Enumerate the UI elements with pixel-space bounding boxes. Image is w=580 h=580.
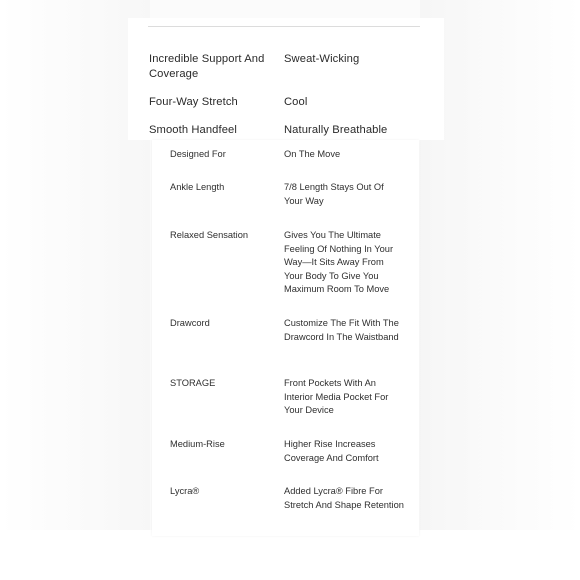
spec-name: Lycra® xyxy=(170,486,200,496)
divider xyxy=(148,26,420,27)
background-bottom xyxy=(0,530,580,580)
spec-name: Relaxed Sensation xyxy=(170,230,249,240)
spec-value: Added Lycra® Fibre For Stretch And Shape Retention xyxy=(284,486,404,510)
spec-value: Gives You The Ultimate Feeling Of Nothing In Your Way—It Sits Away From Your Body To Give You Maximum Room To Move xyxy=(284,230,394,294)
spec-name: STORAGE xyxy=(170,378,216,388)
spec-name: Medium-Rise xyxy=(170,439,225,449)
feature-right-3: Naturally Breathable xyxy=(284,124,388,136)
spec-value: On The Move xyxy=(284,149,341,159)
spec-name: Designed For xyxy=(170,149,226,159)
spec-value: Front Pockets With An Interior Media Pocket For Your Device xyxy=(284,378,389,415)
spec-value: Higher Rise Increases Coverage And Comfort xyxy=(284,439,379,463)
spec-name: Ankle Length xyxy=(170,182,225,192)
spec-value: 7/8 Length Stays Out Of Your Way xyxy=(284,182,384,206)
feature-left-3: Smooth Handfeel xyxy=(149,124,237,136)
feature-right-2: Cool xyxy=(284,96,308,108)
feature-left-1: Incredible Support And Coverage xyxy=(149,53,265,80)
background-right xyxy=(420,0,580,580)
spec-table xyxy=(152,140,419,536)
feature-left-2: Four-Way Stretch xyxy=(149,96,238,108)
spec-value: Customize The Fit With The Drawcord In The Waistband xyxy=(284,318,399,342)
features-panel xyxy=(128,18,444,140)
spec-name: Drawcord xyxy=(170,318,210,328)
feature-right-1: Sweat-Wicking xyxy=(284,53,360,65)
